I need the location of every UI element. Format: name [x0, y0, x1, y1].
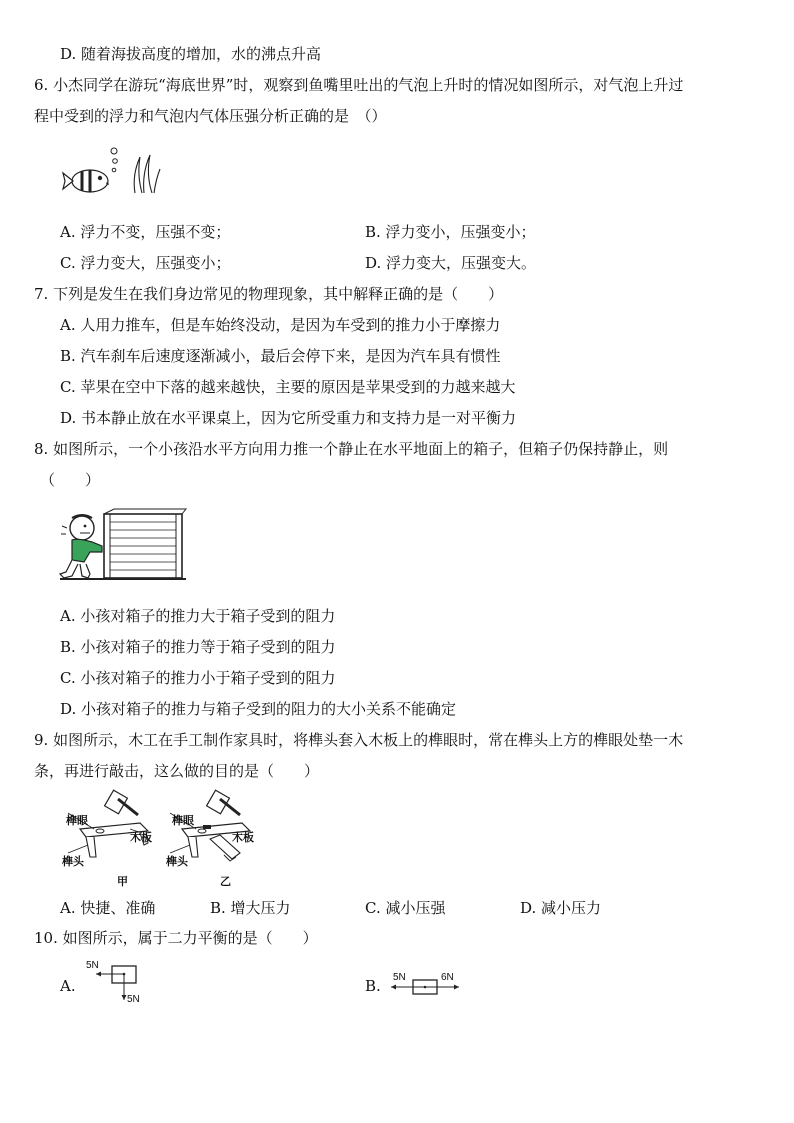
- fig-label-mortise-jia: 榫眼: [66, 814, 88, 827]
- q8-option-b: B. 小孩对箱子的推力等于箱子受到的阻力: [60, 638, 336, 656]
- fig-label-board-jia: 木板: [130, 831, 152, 844]
- fish-bubbles-figure: [60, 145, 170, 197]
- carpentry-figure: [60, 785, 275, 890]
- q10-option-a: A.: [60, 977, 76, 995]
- q9-option-b: B. 增大压力: [210, 899, 291, 917]
- child-pushing-box-figure: [58, 508, 188, 583]
- fig-caption-yi: 乙: [220, 875, 231, 888]
- q6-option-d: D. 浮力变大，压强变大。: [365, 254, 537, 272]
- q8-stem-line1: 8. 如图所示，一个小孩沿水平方向用力推一个静止在水平地面上的箱子，但箱子仍保持静止，则: [34, 440, 669, 458]
- fig-label-mortise-yi: 榫眼: [172, 814, 194, 827]
- q9-option-c: C. 减小压强: [365, 899, 446, 917]
- q10-option-b: B.: [365, 977, 381, 995]
- q9-stem-line2: 条，再进行敲击，这么做的目的是（ ）: [34, 762, 320, 780]
- q7-stem: 7. 下列是发生在我们身边常见的物理现象，其中解释正确的是（ ）: [34, 285, 504, 303]
- q8-option-a: A. 小孩对箱子的推力大于箱子受到的阻力: [60, 607, 336, 625]
- q6-option-a: A. 浮力不变，压强不变；: [60, 223, 231, 241]
- q6-option-b: B. 浮力变小，压强变小；: [365, 223, 536, 241]
- q9-option-a: A. 快捷、准确: [60, 899, 156, 917]
- force-label-right-b: 6N: [441, 972, 454, 983]
- q8-option-d: D. 小孩对箱子的推力与箱子受到的阻力的大小关系不能确定: [60, 700, 457, 718]
- force-label-down-a: 5N: [127, 994, 140, 1005]
- q8-option-c: C. 小孩对箱子的推力小于箱子受到的阻力: [60, 669, 336, 687]
- q6-stem-line1: 6. 小杰同学在游玩“海底世界”时，观察到鱼嘴里吐出的气泡上升时的情况如图所示，对气泡上升过: [34, 76, 684, 94]
- force-label-left-b: 5N: [393, 972, 406, 983]
- q9-option-d: D. 减小压力: [520, 899, 602, 917]
- fig-label-board-yi: 木板: [232, 831, 254, 844]
- fig-label-tenon-yi: 榫头: [166, 855, 188, 868]
- force-diagram-b: [389, 972, 461, 996]
- force-label-left-a: 5N: [86, 960, 99, 971]
- q6-option-c: C. 浮力变大，压强变小；: [60, 254, 231, 272]
- q6-stem-line2: 程中受到的浮力和气泡内气体压强分析正确的是 （）: [34, 107, 387, 125]
- q7-option-c: C. 苹果在空中下落的越来越快，主要的原因是苹果受到的力越来越大: [60, 378, 516, 396]
- fig-label-tenon-jia: 榫头: [62, 855, 84, 868]
- force-diagram-a: [82, 958, 144, 1006]
- q10-stem: 10. 如图所示，属于二力平衡的是（ ）: [34, 929, 318, 947]
- fig-caption-jia: 甲: [117, 875, 128, 888]
- q7-option-b: B. 汽车刹车后速度逐渐减小，最后会停下来，是因为汽车具有惯性: [60, 347, 501, 365]
- q5-option-d: D. 随着海拔高度的增加，水的沸点升高: [60, 45, 322, 63]
- q9-stem-line1: 9. 如图所示，木工在手工制作家具时，将榫头套入木板上的榫眼时，常在榫头上方的榫眼处垫一木: [34, 731, 684, 749]
- q7-option-d: D. 书本静止放在水平课桌上，因为它所受重力和支持力是一对平衡力: [60, 409, 517, 427]
- q7-option-a: A. 人用力推车，但是车始终没动，是因为车受到的推力小于摩擦力: [60, 316, 501, 334]
- q8-stem-line2: （ ）: [40, 471, 101, 489]
